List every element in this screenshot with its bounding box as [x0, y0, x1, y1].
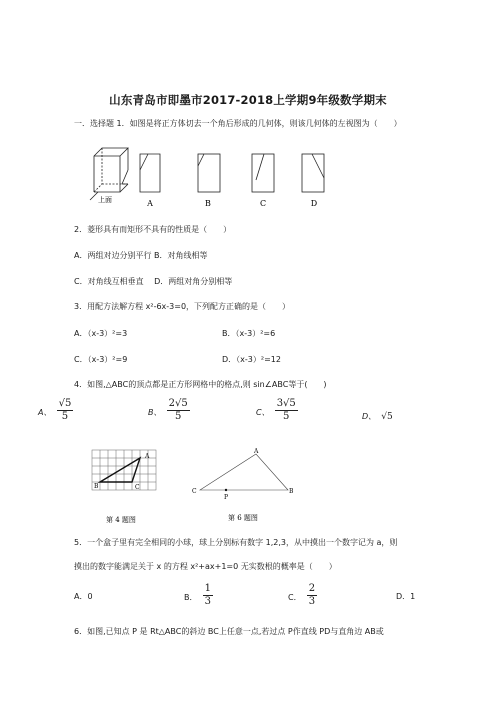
option-b-view	[198, 154, 220, 192]
figures-row	[88, 446, 308, 526]
option-d-view	[302, 154, 324, 192]
option-a-fraction	[57, 398, 74, 423]
triangle-label-a: A	[254, 448, 259, 455]
question-1-stem: 一．选择题 1．如图是将正方体切去一个角后形成的几何体，则该几何体的左视图为（ ）	[74, 119, 402, 128]
question-5-stem-line1: 5．一个盒子里有完全相同的小球，球上分别标有数字 1,2,3，从中摸出一个数字记为 a，则	[74, 538, 398, 547]
option-c-fraction	[275, 398, 298, 423]
question-4-option-b	[148, 398, 190, 423]
page-title: 山东青岛市即墨市2017-2018上学期9年级数学期末	[109, 93, 387, 107]
question-5-stem-line2: 摸出的数字能满足关于 x 的方程 x²+ax+1=0 无实数根的概率是（ ）	[74, 562, 337, 571]
triangle-label-p: P	[224, 494, 229, 501]
question-5-option-c	[288, 583, 317, 608]
question-3-option-b: B．（x-3）²=6	[222, 329, 276, 338]
question-5-option-d: D．1	[396, 592, 416, 601]
question-3-stem: 3．用配方法解方程 x²-6x-3=0，下列配方正确的是（ ）	[74, 302, 291, 311]
question-3-option-a: A．（x-3）²=3	[74, 329, 128, 338]
grid-figure-caption: 第 4 题图	[106, 516, 136, 524]
option-c-view	[252, 154, 274, 192]
question-3-option-d: D．（x-3）²=12	[222, 355, 281, 364]
triangle-label-c: C	[192, 488, 197, 495]
question-4-option-c	[256, 398, 298, 423]
fraction-numerator: 2√5	[168, 398, 188, 409]
option-b-label: B．	[184, 593, 198, 602]
fraction-denominator: 5	[174, 411, 182, 422]
option-c-label: C．	[288, 593, 302, 602]
front-view-label: 上面	[98, 196, 112, 204]
question-5-option-b	[184, 583, 213, 608]
option-c-label: C、	[256, 408, 270, 417]
option-c-label: C	[259, 199, 267, 208]
grid-label-c: C	[135, 484, 140, 491]
right-triangle-figure	[200, 454, 288, 490]
point-p-marker	[225, 489, 227, 491]
fraction-numerator: 2	[308, 583, 316, 594]
question-1-figures	[86, 140, 336, 210]
fraction-denominator: 5	[283, 411, 290, 422]
cut-cube-figure	[90, 148, 128, 200]
question-3-option-c: C．（x-3）²=9	[74, 355, 128, 364]
question-5-option-a: A．0	[74, 592, 93, 601]
option-b-label: B、	[148, 408, 162, 417]
question-2-options-ab: A．两组对边分别平行 B．对角线相等	[74, 251, 208, 260]
option-b-fraction	[167, 398, 190, 423]
question-4-option-a	[38, 398, 73, 423]
option-b-fraction	[203, 583, 213, 608]
fraction-denominator: 3	[308, 596, 316, 607]
grid-triangle-abc	[100, 458, 140, 482]
fraction-numerator: 1	[204, 583, 211, 594]
option-b-label: B	[205, 199, 211, 208]
option-a-view	[140, 154, 160, 192]
fraction-denominator: 5	[61, 411, 69, 422]
option-a-label: A	[147, 199, 153, 208]
question-2-stem: 2．菱形具有而矩形不具有的性质是（ ）	[74, 225, 232, 234]
option-d-label: D、	[362, 412, 377, 421]
fraction-denominator: 3	[204, 596, 211, 607]
triangle-label-b: B	[289, 488, 294, 495]
question-4-option-d	[362, 404, 393, 423]
triangle-figure-caption: 第 6 题图	[228, 514, 258, 522]
question-6-stem-line1: 6．如图,已知点 P 是 Rt△ABC的斜边 BC上任意一点,若过点 P作直线 PD与直角边 AB或	[74, 627, 384, 636]
option-d-label: D	[310, 199, 318, 208]
grid-label-b: B	[94, 483, 99, 490]
question-4-stem: 4．如图,△ABC的顶点都是正方形网格中的格点,则 sin∠ABC等于( )	[74, 380, 327, 389]
option-d-value: √5	[381, 412, 393, 422]
option-c-fraction	[307, 583, 317, 608]
fraction-numerator: √5	[58, 398, 72, 409]
fraction-numerator: 3√5	[276, 398, 296, 409]
option-a-label: A、	[38, 408, 52, 417]
grid-label-a: A	[145, 453, 150, 460]
question-2-options-cd: C．对角线互相垂直 D．两组对角分别相等	[74, 277, 233, 286]
